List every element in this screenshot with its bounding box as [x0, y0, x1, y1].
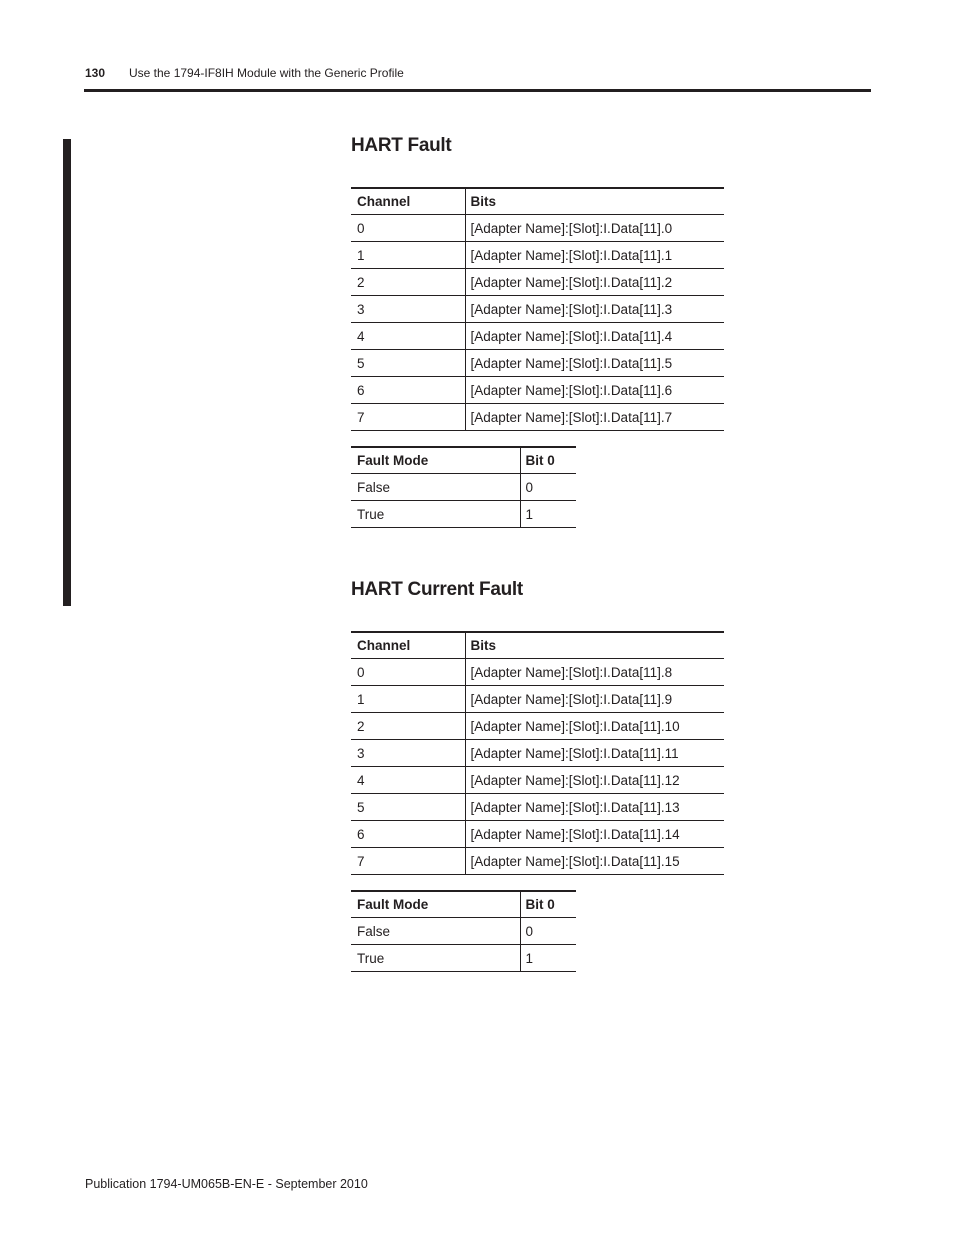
- channel-cell: 4: [351, 323, 465, 350]
- bits-cell: [Adapter Name]:[Slot]:I.Data[11].13: [465, 794, 724, 821]
- fault-mode-cell: True: [351, 501, 520, 528]
- channel-cell: 6: [351, 377, 465, 404]
- table-header-row: [351, 188, 724, 215]
- channel-cell: 0: [351, 215, 465, 242]
- header-rule: [84, 89, 871, 92]
- bits-cell: [Adapter Name]:[Slot]:I.Data[11].2: [465, 269, 724, 296]
- fault-mode-cell: False: [351, 918, 520, 945]
- table-row: [351, 501, 576, 528]
- channel-cell: 7: [351, 404, 465, 431]
- table-row: [351, 323, 724, 350]
- table-row: [351, 767, 724, 794]
- bits-cell: [Adapter Name]:[Slot]:I.Data[11].8: [465, 659, 724, 686]
- table-row: [351, 659, 724, 686]
- bits-cell: [Adapter Name]:[Slot]:I.Data[11].0: [465, 215, 724, 242]
- column-header-channel: Channel: [351, 632, 465, 659]
- table-row: [351, 296, 724, 323]
- bits-cell: [Adapter Name]:[Slot]:I.Data[11].14: [465, 821, 724, 848]
- hart-fault-mode-table: [351, 446, 576, 528]
- bits-cell: [Adapter Name]:[Slot]:I.Data[11].7: [465, 404, 724, 431]
- table-row: [351, 848, 724, 875]
- column-header-bits: Bits: [465, 632, 724, 659]
- bits-cell: [Adapter Name]:[Slot]:I.Data[11].12: [465, 767, 724, 794]
- table-row: [351, 350, 724, 377]
- table-row: [351, 404, 724, 431]
- table-row: [351, 377, 724, 404]
- hart-current-fault-mode-table: [351, 890, 576, 972]
- channel-cell: 2: [351, 713, 465, 740]
- channel-cell: 2: [351, 269, 465, 296]
- column-header-bits: Bits: [465, 188, 724, 215]
- hart-fault-channel-table: [351, 187, 724, 431]
- bits-cell: [Adapter Name]:[Slot]:I.Data[11].15: [465, 848, 724, 875]
- table-row: [351, 269, 724, 296]
- bits-cell: [Adapter Name]:[Slot]:I.Data[11].1: [465, 242, 724, 269]
- fault-mode-cell: False: [351, 474, 520, 501]
- channel-cell: 5: [351, 794, 465, 821]
- table-row: [351, 821, 724, 848]
- table-row: [351, 215, 724, 242]
- channel-cell: 3: [351, 296, 465, 323]
- table-row: [351, 740, 724, 767]
- channel-cell: 7: [351, 848, 465, 875]
- bits-cell: [Adapter Name]:[Slot]:I.Data[11].5: [465, 350, 724, 377]
- hart-current-fault-channel-table: [351, 631, 724, 875]
- channel-cell: 5: [351, 350, 465, 377]
- table-row: [351, 918, 576, 945]
- running-header-title: Use the 1794-IF8IH Module with the Generic Profile: [129, 66, 404, 80]
- bits-cell: [Adapter Name]:[Slot]:I.Data[11].9: [465, 686, 724, 713]
- table-row: [351, 945, 576, 972]
- bit-value-cell: 1: [520, 945, 576, 972]
- channel-cell: 0: [351, 659, 465, 686]
- bit-value-cell: 0: [520, 918, 576, 945]
- table-row: [351, 474, 576, 501]
- bits-cell: [Adapter Name]:[Slot]:I.Data[11].10: [465, 713, 724, 740]
- page-number: 130: [85, 66, 106, 80]
- bit-value-cell: 0: [520, 474, 576, 501]
- table-row: [351, 713, 724, 740]
- column-header-fault-mode: Fault Mode: [351, 891, 520, 918]
- bits-cell: [Adapter Name]:[Slot]:I.Data[11].3: [465, 296, 724, 323]
- column-header-channel: Channel: [351, 188, 465, 215]
- table-header-row: [351, 632, 724, 659]
- bits-cell: [Adapter Name]:[Slot]:I.Data[11].11: [465, 740, 724, 767]
- table-row: [351, 794, 724, 821]
- publication-footer: Publication 1794-UM065B-EN-E - September 2010: [85, 1177, 368, 1191]
- channel-cell: 6: [351, 821, 465, 848]
- channel-cell: 3: [351, 740, 465, 767]
- bits-cell: [Adapter Name]:[Slot]:I.Data[11].6: [465, 377, 724, 404]
- channel-cell: 4: [351, 767, 465, 794]
- channel-cell: 1: [351, 686, 465, 713]
- fault-mode-cell: True: [351, 945, 520, 972]
- section-title-hart-fault: HART Fault: [351, 135, 452, 156]
- column-header-fault-mode: Fault Mode: [351, 447, 520, 474]
- column-header-bit-0: Bit 0: [520, 447, 576, 474]
- bit-value-cell: 1: [520, 501, 576, 528]
- bits-cell: [Adapter Name]:[Slot]:I.Data[11].4: [465, 323, 724, 350]
- column-header-bit-0: Bit 0: [520, 891, 576, 918]
- table-row: [351, 242, 724, 269]
- channel-cell: 1: [351, 242, 465, 269]
- table-header-row: [351, 891, 576, 918]
- revision-change-bar: [63, 139, 71, 606]
- table-header-row: [351, 447, 576, 474]
- section-title-hart-current-fault: HART Current Fault: [351, 579, 523, 600]
- table-row: [351, 686, 724, 713]
